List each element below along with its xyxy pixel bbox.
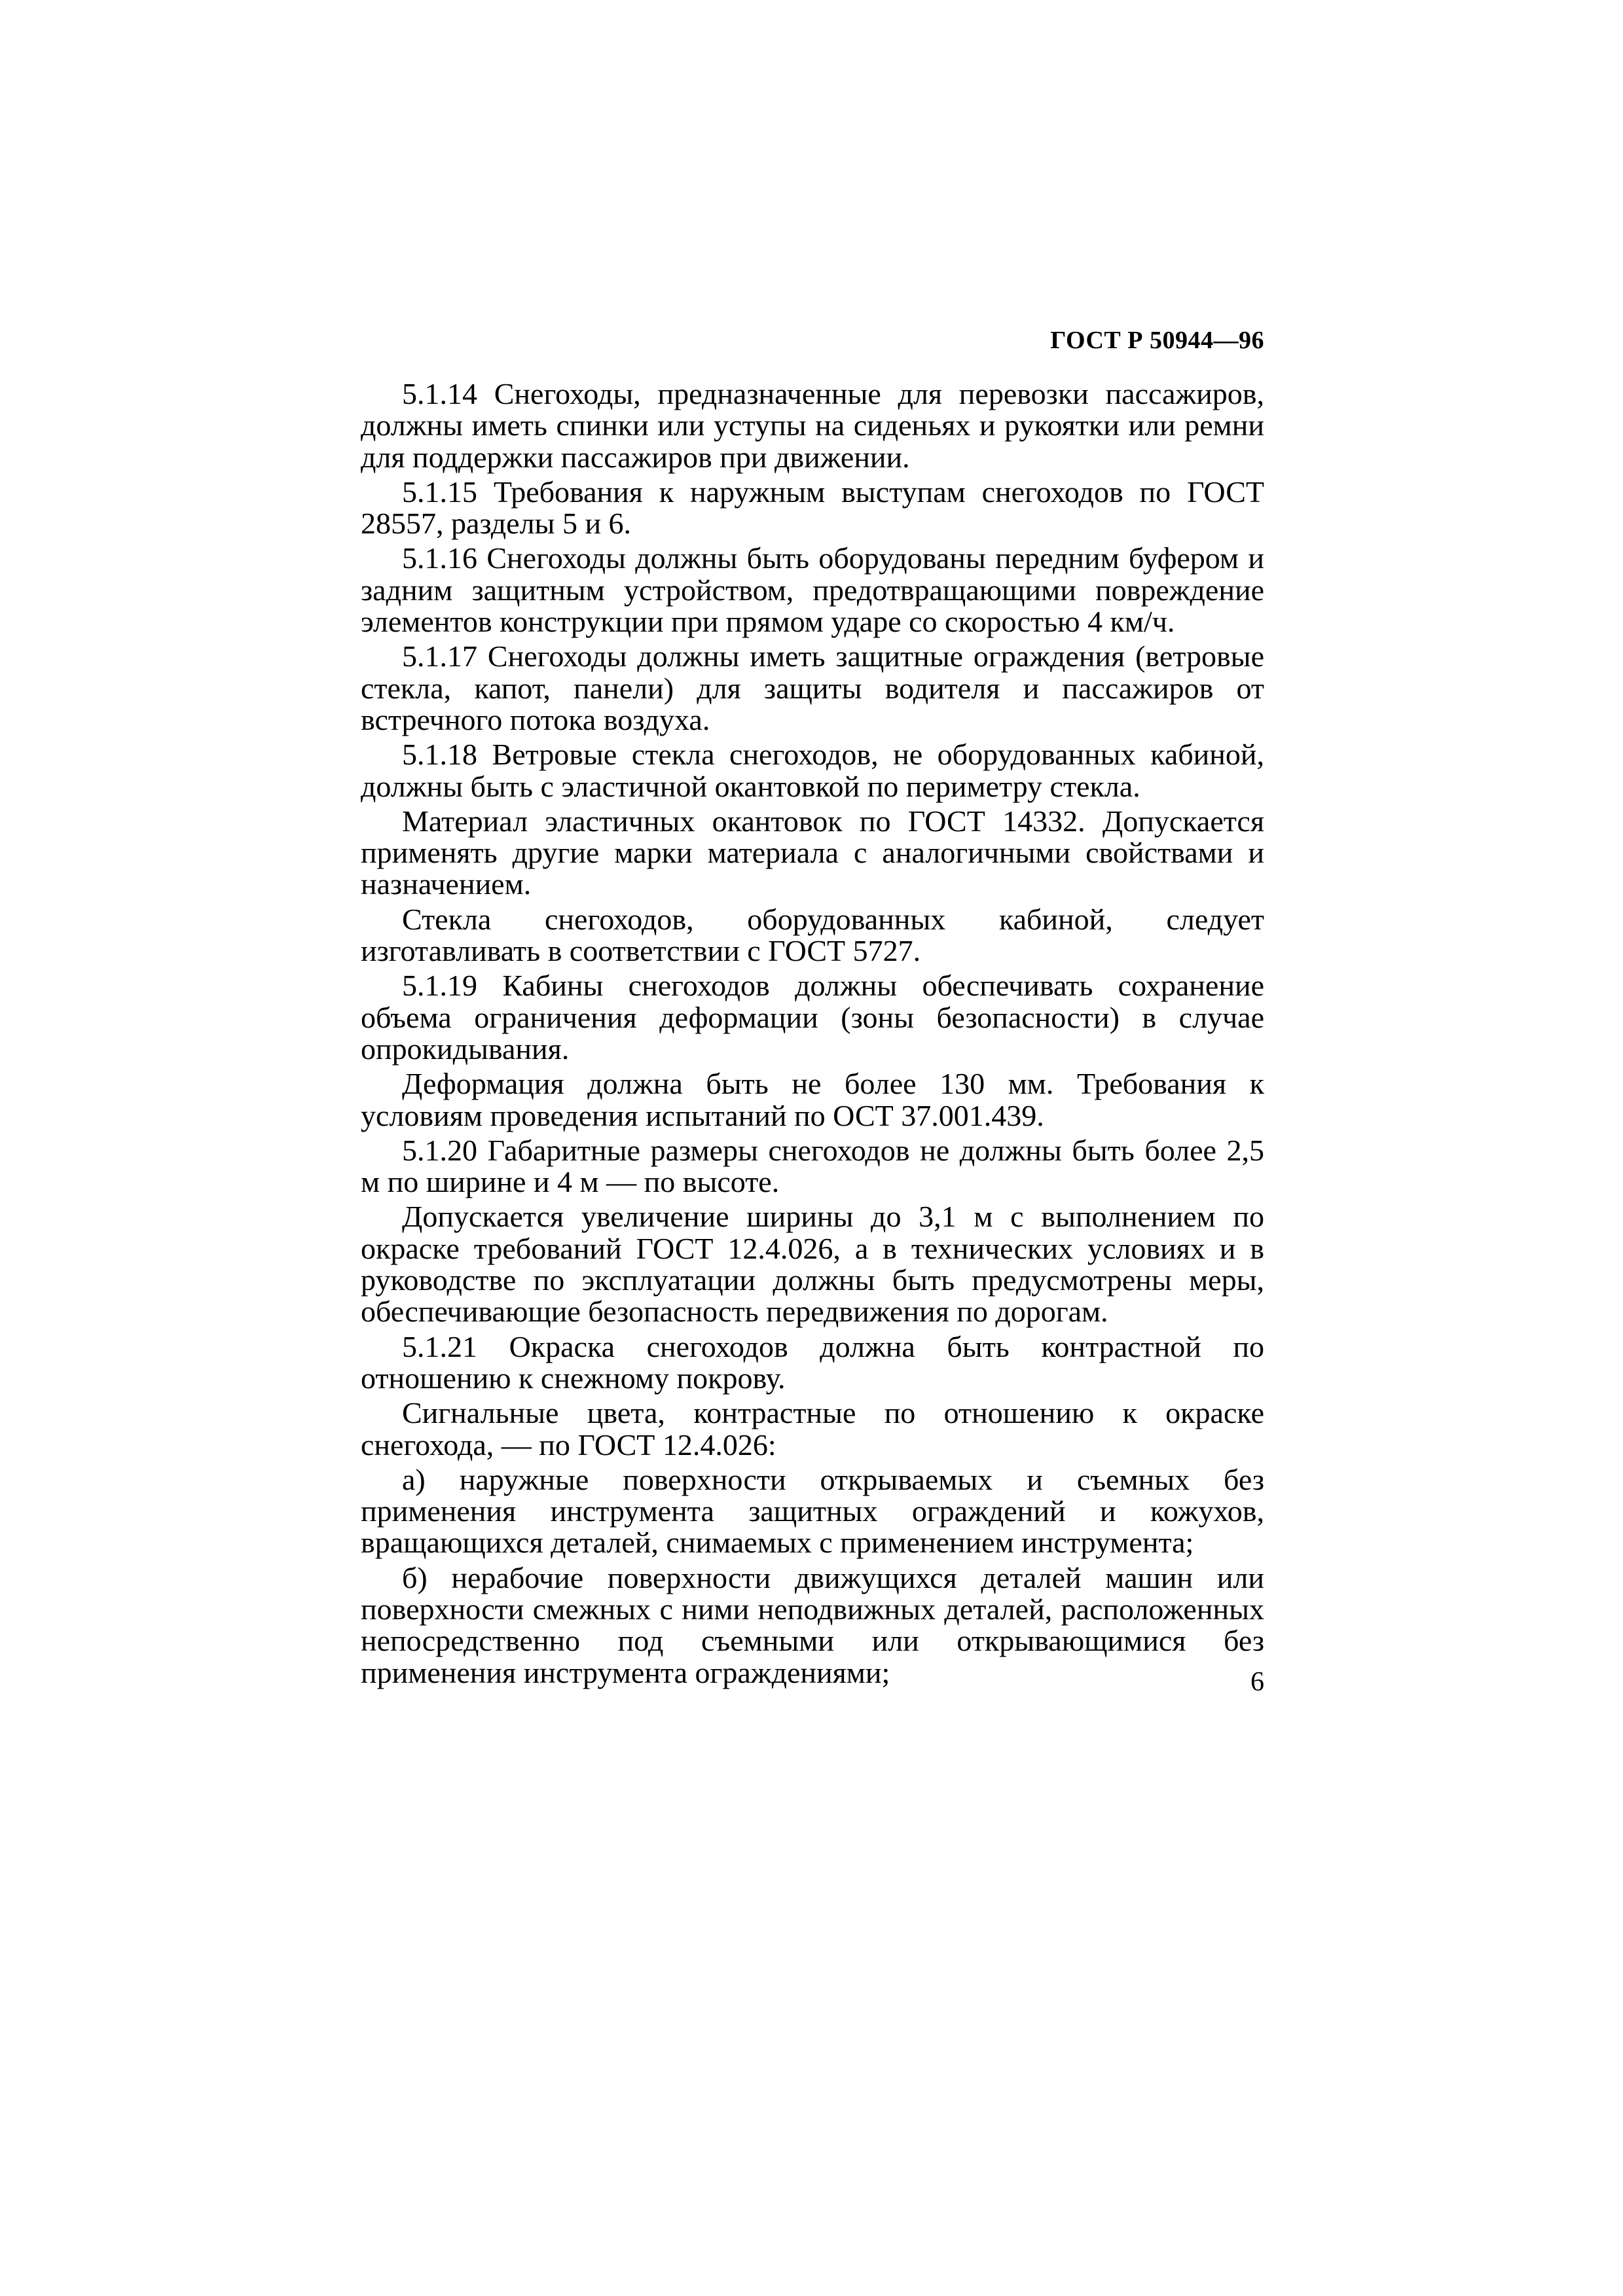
list-item-b: б) нерабочие поверхности движущихся деталей машин или поверхности смежных с ними неподвижных деталей, расположенных непосредственно под съемными или открывающимися без применения инструмента ограждениями; bbox=[361, 1560, 1264, 1689]
paragraph-width-increase: Допускается увеличение ширины до 3,1 м с выполнением по окраске требований ГОСТ 12.4.026, а в технических условиях и в руководстве по эксплуатации должны быть предусмотрены меры, обеспечивающие безопасность передвижения по дорогам. bbox=[361, 1200, 1264, 1329]
paragraph-cabin-glass: Стекла снегоходов, оборудованных кабиной, следует изготавливать в соответствии с ГОСТ 5727. bbox=[361, 902, 1264, 968]
paragraph-edging-material: Материал эластичных окантовок по ГОСТ 14332. Допускается применять другие марки материала с аналогичными свойствами и назначением. bbox=[361, 804, 1264, 901]
paragraph-5-1-21: 5.1.21 Окраска снегоходов должна быть контрастной по отношению к снежному покрову. bbox=[361, 1329, 1264, 1395]
list-item-a: а) наружные поверхности открываемых и съемных без применения инструмента защитных ограждений и кожухов, вращающихся деталей, снимаемых с применением инструмента; bbox=[361, 1462, 1264, 1560]
paragraph-5-1-15: 5.1.15 Требования к наружным выступам снегоходов по ГОСТ 28557, разделы 5 и 6. bbox=[361, 475, 1264, 541]
paragraph-deformation: Деформация должна быть не более 130 мм. Требования к условиям проведения испытаний по ОСТ 37.001.439. bbox=[361, 1067, 1264, 1132]
paragraph-5-1-20: 5.1.20 Габаритные размеры снегоходов не должны быть более 2,5 м по ширине и 4 м — по высоте. bbox=[361, 1133, 1264, 1199]
paragraph-5-1-19: 5.1.19 Кабины снегоходов должны обеспечивать сохранение объема ограничения деформации (зоны безопасности) в случае опрокидывания. bbox=[361, 969, 1264, 1066]
page-number: 6 bbox=[1250, 1667, 1264, 1697]
paragraph-5-1-18: 5.1.18 Ветровые стекла снегоходов, не оборудованных кабиной, должны быть с эластичной окантовкой по периметру стекла. bbox=[361, 738, 1264, 803]
document-body bbox=[361, 378, 1264, 1692]
paragraph-signal-colors: Сигнальные цвета, контрастные по отношению к окраске снегохода, — по ГОСТ 12.4.026: bbox=[361, 1396, 1264, 1462]
document-code: ГОСТ Р 50944—96 bbox=[1050, 327, 1264, 354]
paragraph-5-1-16: 5.1.16 Снегоходы должны быть оборудованы передним буфером и задним защитным устройством, предотвращающими повреждение элементов конструкции при прямом ударе со скоростью 4 км/ч. bbox=[361, 541, 1264, 639]
paragraph-5-1-14: 5.1.14 Снегоходы, предназначенные для перевозки пассажиров, должны иметь спинки или уступы на сиденьях и рукоятки или ремни для поддержки пассажиров при движении. bbox=[361, 377, 1264, 474]
paragraph-5-1-17: 5.1.17 Снегоходы должны иметь защитные ограждения (ветровые стекла, капот, панели) для защиты водителя и пассажиров от встречного потока воздуха. bbox=[361, 639, 1264, 736]
